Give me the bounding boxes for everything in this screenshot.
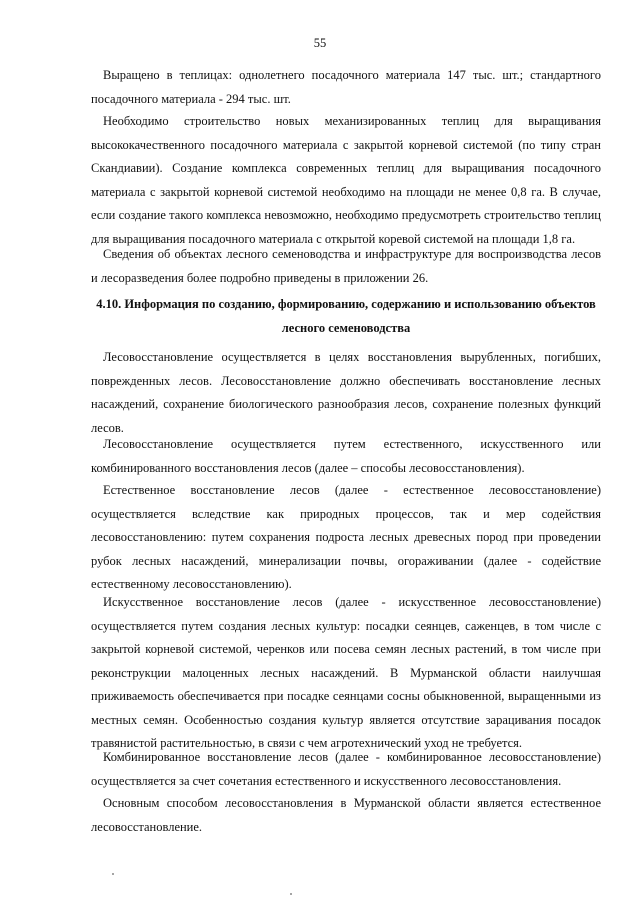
paragraph-main-method: Основным способом лесовосстановления в Мурманской области является естественное лесовосстановление. xyxy=(91,796,601,834)
paragraph-reforestation-methods: Лесовосстановление осуществляется путем естественного, искусственного или комбинированного восстановления лесов (далее – способы лесовосстановления). xyxy=(91,437,601,475)
paragraph-reforestation-purpose: Лесовосстановление осуществляется в целях восстановления вырубленных, погибших, поврежденных лесов. Лесовосстановление должно обеспечивать восстановление лесных насаждений, сохранение биологического разнообразия лесов, сохранение полезных функций лесов. xyxy=(91,350,601,435)
page-number: 55 xyxy=(313,36,327,50)
paragraph-natural-reforestation: Естественное восстановление лесов (далее - естественное лесовосстановление) осуществляется вследствие как природных процессов, так и мер содействия лесовосстановлению: путем сохранения подроста лесных древесных пород при проведении рубок лесных насаждений, минерализации почвы, огораживании (далее - содействие естественному лесовосстановлению). xyxy=(91,483,601,591)
paragraph-greenhouse-output: Выращено в теплицах: однолетнего посадочного материала 147 тыс. шт.; стандартного посадочного материала - 294 тыс. шт. xyxy=(91,68,601,106)
paragraph-combined-reforestation: Комбинированное восстановление лесов (далее - комбинированное лесовосстановление) осуществляется за счет сочетания естественного и искусственного лесовосстановления. xyxy=(91,750,601,788)
scan-speck xyxy=(290,893,292,895)
section-heading-line-1: 4.10. Информация по созданию, формированию, содержанию и использованию объектов xyxy=(96,297,596,311)
paragraph-greenhouse-construction: Необходимо строительство новых механизированных теплиц для выращивания высококачественного посадочного материала с закрытой корневой системой (по типу стран Скандиавии). Создание комплекса современных теплиц для выращивания посадочного материала с закрытой корневой системой необходимо на площади не менее 0,8 га. В случае, если создание такого комплекса невозможно, необходимо предусмотреть строительство теплиц для выращивания посадочного материала с открытой коревой системой на площади 1,8 га. xyxy=(91,114,601,246)
paragraph-artificial-reforestation: Искусственное восстановление лесов (далее - искусственное лесовосстановление) осуществляется путем создания лесных культур: посадки сеянцев, саженцев, в том числе с закрытой корневой системой, черенков или посева семян лесных растений, в том числе при реконструкции малоценных лесных насаждений. В Мурманской области наилучшая приживаемость обеспечивается при посадке сеянцами сосны обыкновенной, выращенными из местных семян. Особенностью создания культур является отсутствие зарацивания посадок травянистой растительностью, в связи с чем агротехнический уход не требуется. xyxy=(91,595,601,750)
scan-speck xyxy=(112,873,114,875)
section-heading-line-2: лесного семеноводства xyxy=(281,321,411,335)
paragraph-appendix-reference: Сведения об объектах лесного семеноводства и инфраструктуре для воспроизводства лесов и лесоразведения более подробно приведены в приложении 26. xyxy=(91,247,601,285)
